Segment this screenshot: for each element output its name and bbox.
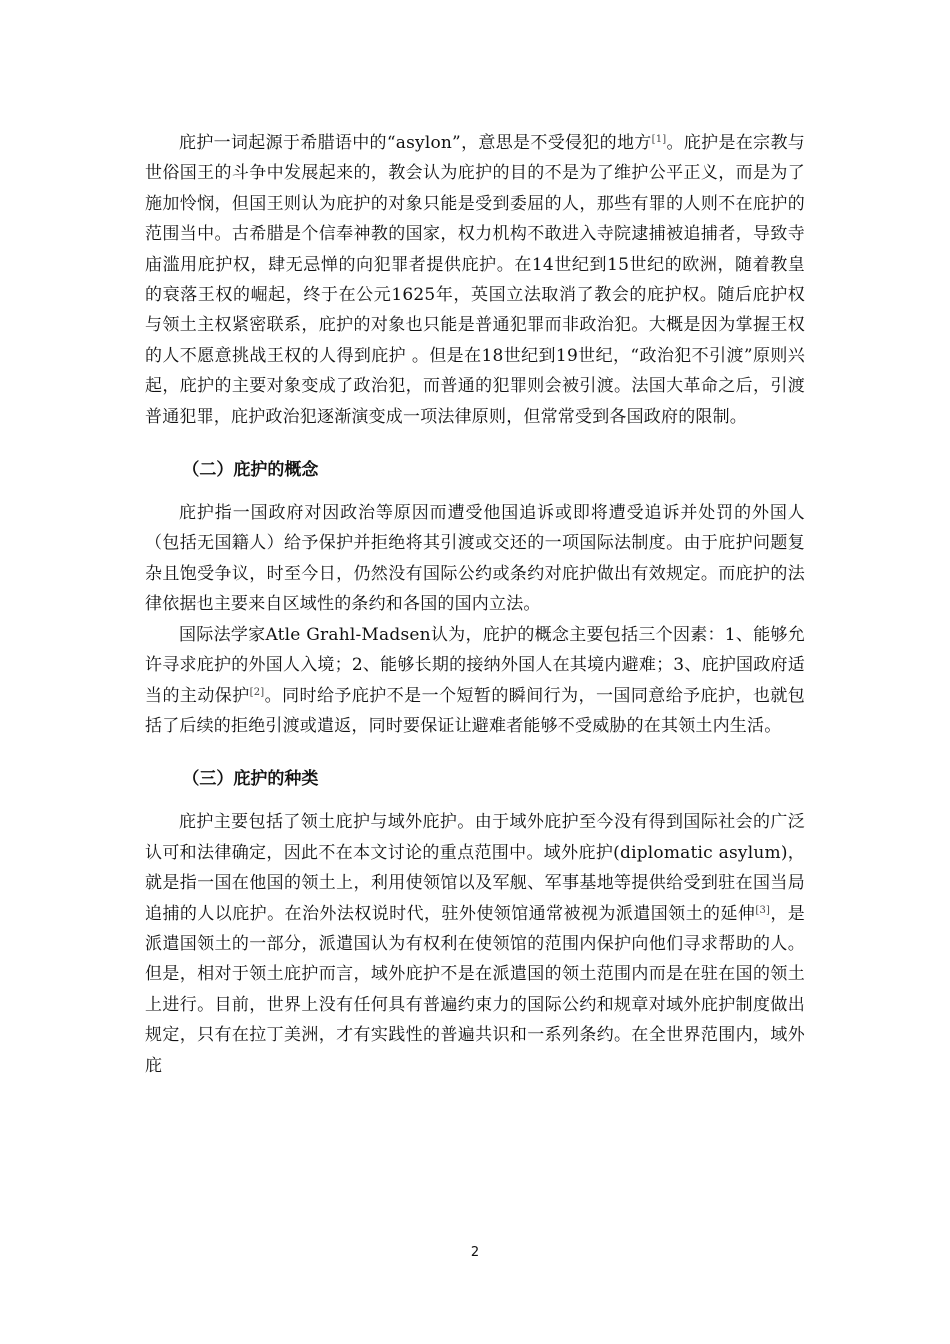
text-segment: ，是派遣国领土的一部分，派遣国认为有权利在使领馆的范围内保护向他们寻求帮助的人。但是，相对于领土庇护而言，域外庇护不是在派遣国的领土范围内而是在驻在国的领土上进行。目前，世界上没有任何具有普遍约束力的国际公约和规章对域外庇护制度做出规定，只有在拉丁美洲，才有实践性的普遍共识和一系列条约。在全世界范围内，域外庇	[145, 903, 806, 1076]
footnote-marker: [1]	[651, 134, 667, 145]
text-segment: 国际法学家Atle Grahl-Madsen认为，庇护的概念主要包括三个因素：1、能够允许寻求庇护的外国人入境；2、能够长期的接纳外国人在其境内避难；3、庇护国政府适当的主动保护	[145, 624, 805, 706]
text-segment: 庇护一词起源于希腊语中的“asylon”，意思是不受侵犯的地方	[179, 133, 652, 153]
footnote-marker: [2]	[249, 686, 265, 698]
paragraph-asylum-types	[145, 807, 805, 1081]
text-segment: 。庇护是在宗教与世俗国王的斗争中发展起来的，教会认为庇护的目的不是为了维护公平正义，而是为了施加怜悯，但国王则认为庇护的对象只能是受到委屈的人，那些有罪的人则不在庇护的范围当中。古希腊是个信奉神教的国家，权力机构不敢进入寺院逮捕被追捕者，导致寺庙滥用庇护权，肆无忌惮的向犯罪者提供庇护。在14世纪到15世纪的欧洲，随着教皇的衰落王权的崛起，终于在公元1625年，英国立法取消了教会的庇护权。随后庇护权与领土主权紧密联系，庇护的对象也只能是普通犯罪而非政治犯。大概是因为掌握王权的人不愿意挑战王权的人得到庇护 。但是在18世纪到19世纪，“政治犯不引渡”原则兴起，庇护的主要对象变成了政治犯，而普通的犯罪则会被引渡。法国大革命之后，引渡普通犯罪，庇护政治犯逐渐演变成一项法律原则，但常常受到各国政府的限制。	[145, 133, 805, 427]
section-heading-types: （三）庇护的种类	[182, 769, 319, 790]
text-segment: 庇护指一国政府对因政治等原因而遭受他国追诉或即将遭受追诉并处罚的外国人（包括无国籍人）给予保护并拒绝将其引渡或交还的一项国际法制度。由于庇护问题复杂且饱受争议，时至今日，仍然没有国际公约或条约对庇护做出有效规定。而庇护的法律依据也主要来自区域性的条约和各国的国内立法。	[145, 503, 805, 615]
section-heading-concept: （二）庇护的概念	[182, 460, 319, 481]
text-segment: 。同时给予庇护不是一个短暂的瞬间行为，一国同意给予庇护，也就包括了后续的拒绝引渡或遣返，同时要保证让避难者能够不受威胁的在其领土内生活。	[145, 685, 806, 736]
document-body	[145, 128, 805, 1081]
page-number: 2	[470, 1245, 480, 1260]
paragraph-asylum-definition	[145, 498, 805, 620]
paragraph-asylum-origin	[145, 128, 805, 432]
footnote-marker: [3]	[755, 904, 771, 916]
paragraph-asylum-elements	[145, 620, 805, 742]
text-segment: 庇护主要包括了领土庇护与域外庇护。由于域外庇护至今没有得到国际社会的广泛认可和法律确定，因此不在本文讨论的重点范围中。域外庇护(diplomatic asylum)，就是指一国在他国的领土上，利用使领馆以及军舰、军事基地等提供给受到驻在国当局追捕的人以庇护。在治外法权说时代，驻外使领馆通常被视为派遣国领土的延伸	[145, 812, 805, 924]
